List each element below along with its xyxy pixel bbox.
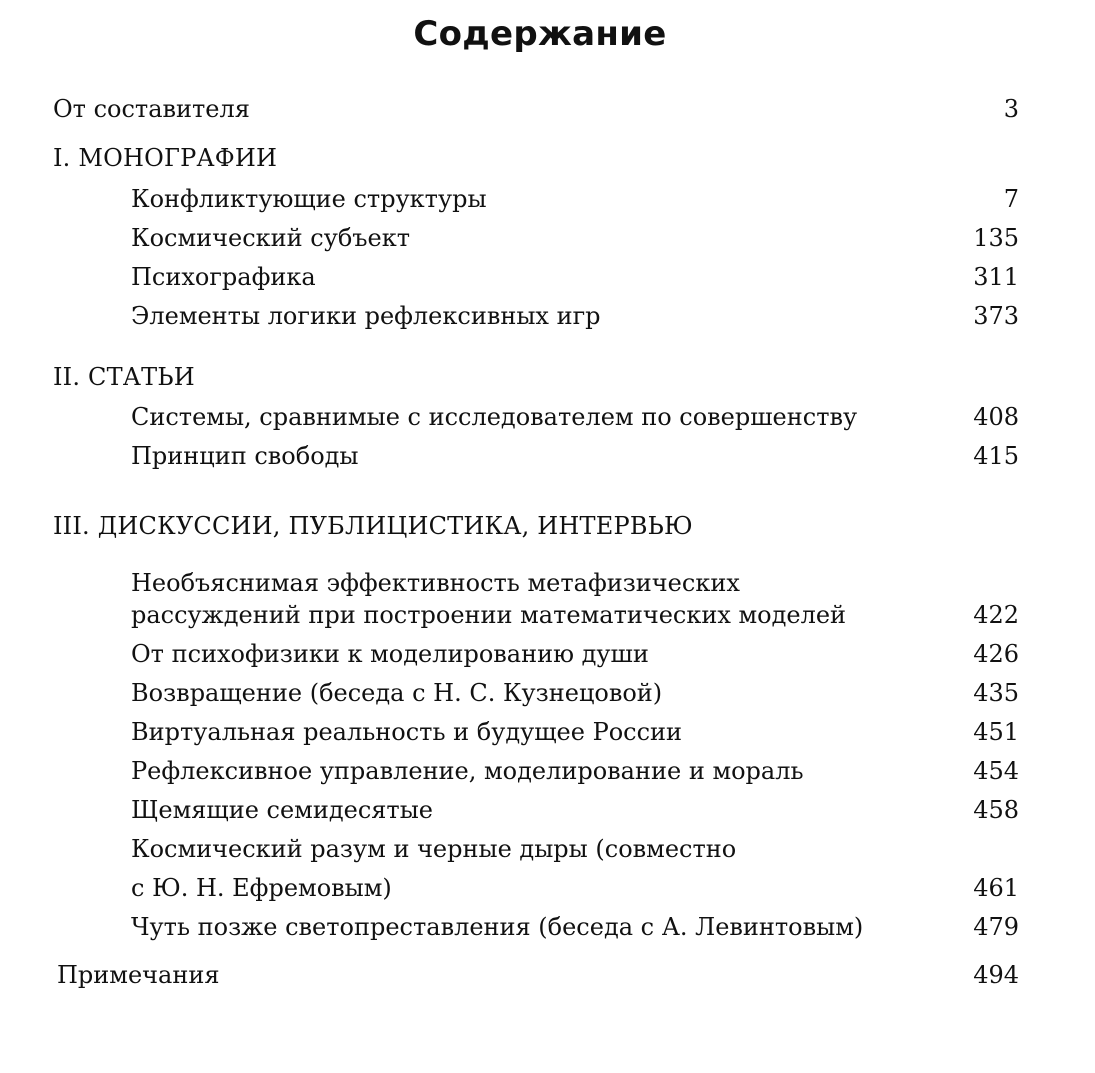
toc-entry[interactable] xyxy=(0,219,1095,258)
toc-entry[interactable] xyxy=(0,437,1095,476)
toc-page-number: 408 xyxy=(973,403,1019,431)
toc-entry-title: Психографика xyxy=(131,263,316,291)
toc-page-number: 458 xyxy=(973,796,1019,824)
toc-entry-title: Космический разум и черные дыры (совместно xyxy=(131,835,737,863)
toc-entry[interactable] xyxy=(0,674,1095,713)
toc-entry[interactable] xyxy=(0,791,1095,830)
toc-entry[interactable] xyxy=(0,180,1095,219)
section-heading: I. МОНОГРАФИИ xyxy=(53,144,278,172)
toc-entry[interactable] xyxy=(0,258,1095,297)
toc-page-number: 494 xyxy=(973,961,1019,989)
toc-entry-title: Чуть позже светопреставления (беседа с А. Левинтовым) xyxy=(131,913,864,941)
toc-entry[interactable] xyxy=(0,908,1095,947)
toc-page-number: 422 xyxy=(973,601,1019,629)
toc-section-heading-3 xyxy=(0,507,1095,546)
toc-page-number: 426 xyxy=(973,640,1019,668)
toc-entry-title: Виртуальная реальность и будущее России xyxy=(131,718,683,746)
toc-entry[interactable] xyxy=(0,297,1095,336)
toc-entry-title: Элементы логики рефлексивных игр xyxy=(131,302,601,330)
toc-entry-title: Рефлексивное управление, моделирование и мораль xyxy=(131,757,804,785)
toc-entry[interactable] xyxy=(0,869,1095,908)
toc-entry-title: Возвращение (беседа с Н. С. Кузнецовой) xyxy=(131,679,663,707)
toc-page-number: 435 xyxy=(973,679,1019,707)
toc-entry-title: Системы, сравнимые с исследователем по совершенству xyxy=(131,403,858,431)
toc-page-number: 454 xyxy=(973,757,1019,785)
toc-entry-title: Принцип свободы xyxy=(131,442,359,470)
toc-entry[interactable] xyxy=(0,752,1095,791)
section-heading: II. СТАТЬИ xyxy=(53,363,195,391)
toc-entry-title: Щемящие семидесятые xyxy=(131,796,433,824)
toc-entry[interactable] xyxy=(0,596,1095,635)
toc-entry-notes[interactable] xyxy=(0,956,1095,995)
toc-page-number: 415 xyxy=(973,442,1019,470)
toc-entry-preface[interactable] xyxy=(0,90,1095,129)
section-heading: III. ДИСКУССИИ, ПУБЛИЦИСТИКА, ИНТЕРВЬЮ xyxy=(53,512,693,540)
toc-entry[interactable] xyxy=(0,635,1095,674)
toc-section-heading-1 xyxy=(0,139,1095,178)
toc-page-number: 373 xyxy=(973,302,1019,330)
toc-page-number: 451 xyxy=(973,718,1019,746)
toc-entry-title: От психофизики к моделированию души xyxy=(131,640,649,668)
toc-entry-title: Примечания xyxy=(57,961,220,989)
toc-entry-title: Конфликтующие структуры xyxy=(131,185,487,213)
toc-entry-line[interactable] xyxy=(0,830,1095,869)
toc-page-number: 461 xyxy=(973,874,1019,902)
toc-entry[interactable] xyxy=(0,398,1095,437)
toc-entry-title: Космический субъект xyxy=(131,224,411,252)
toc-entry-title-continued: с Ю. Н. Ефремовым) xyxy=(131,874,392,902)
toc-page-number: 479 xyxy=(973,913,1019,941)
toc-page-number: 7 xyxy=(1003,185,1019,213)
toc-entry-title-continued: рассуждений при построении математических моделей xyxy=(131,601,847,629)
toc-entry[interactable] xyxy=(0,713,1095,752)
toc-entry-title: От составителя xyxy=(53,95,250,123)
toc-page-number: 3 xyxy=(1003,95,1019,123)
toc-page-number: 135 xyxy=(973,224,1019,252)
toc-page-number: 311 xyxy=(973,263,1019,291)
toc-entry-title: Необъяснимая эффективность метафизических xyxy=(131,569,740,597)
toc-section-heading-2 xyxy=(0,358,1095,397)
page-title: Содержание xyxy=(413,14,667,54)
